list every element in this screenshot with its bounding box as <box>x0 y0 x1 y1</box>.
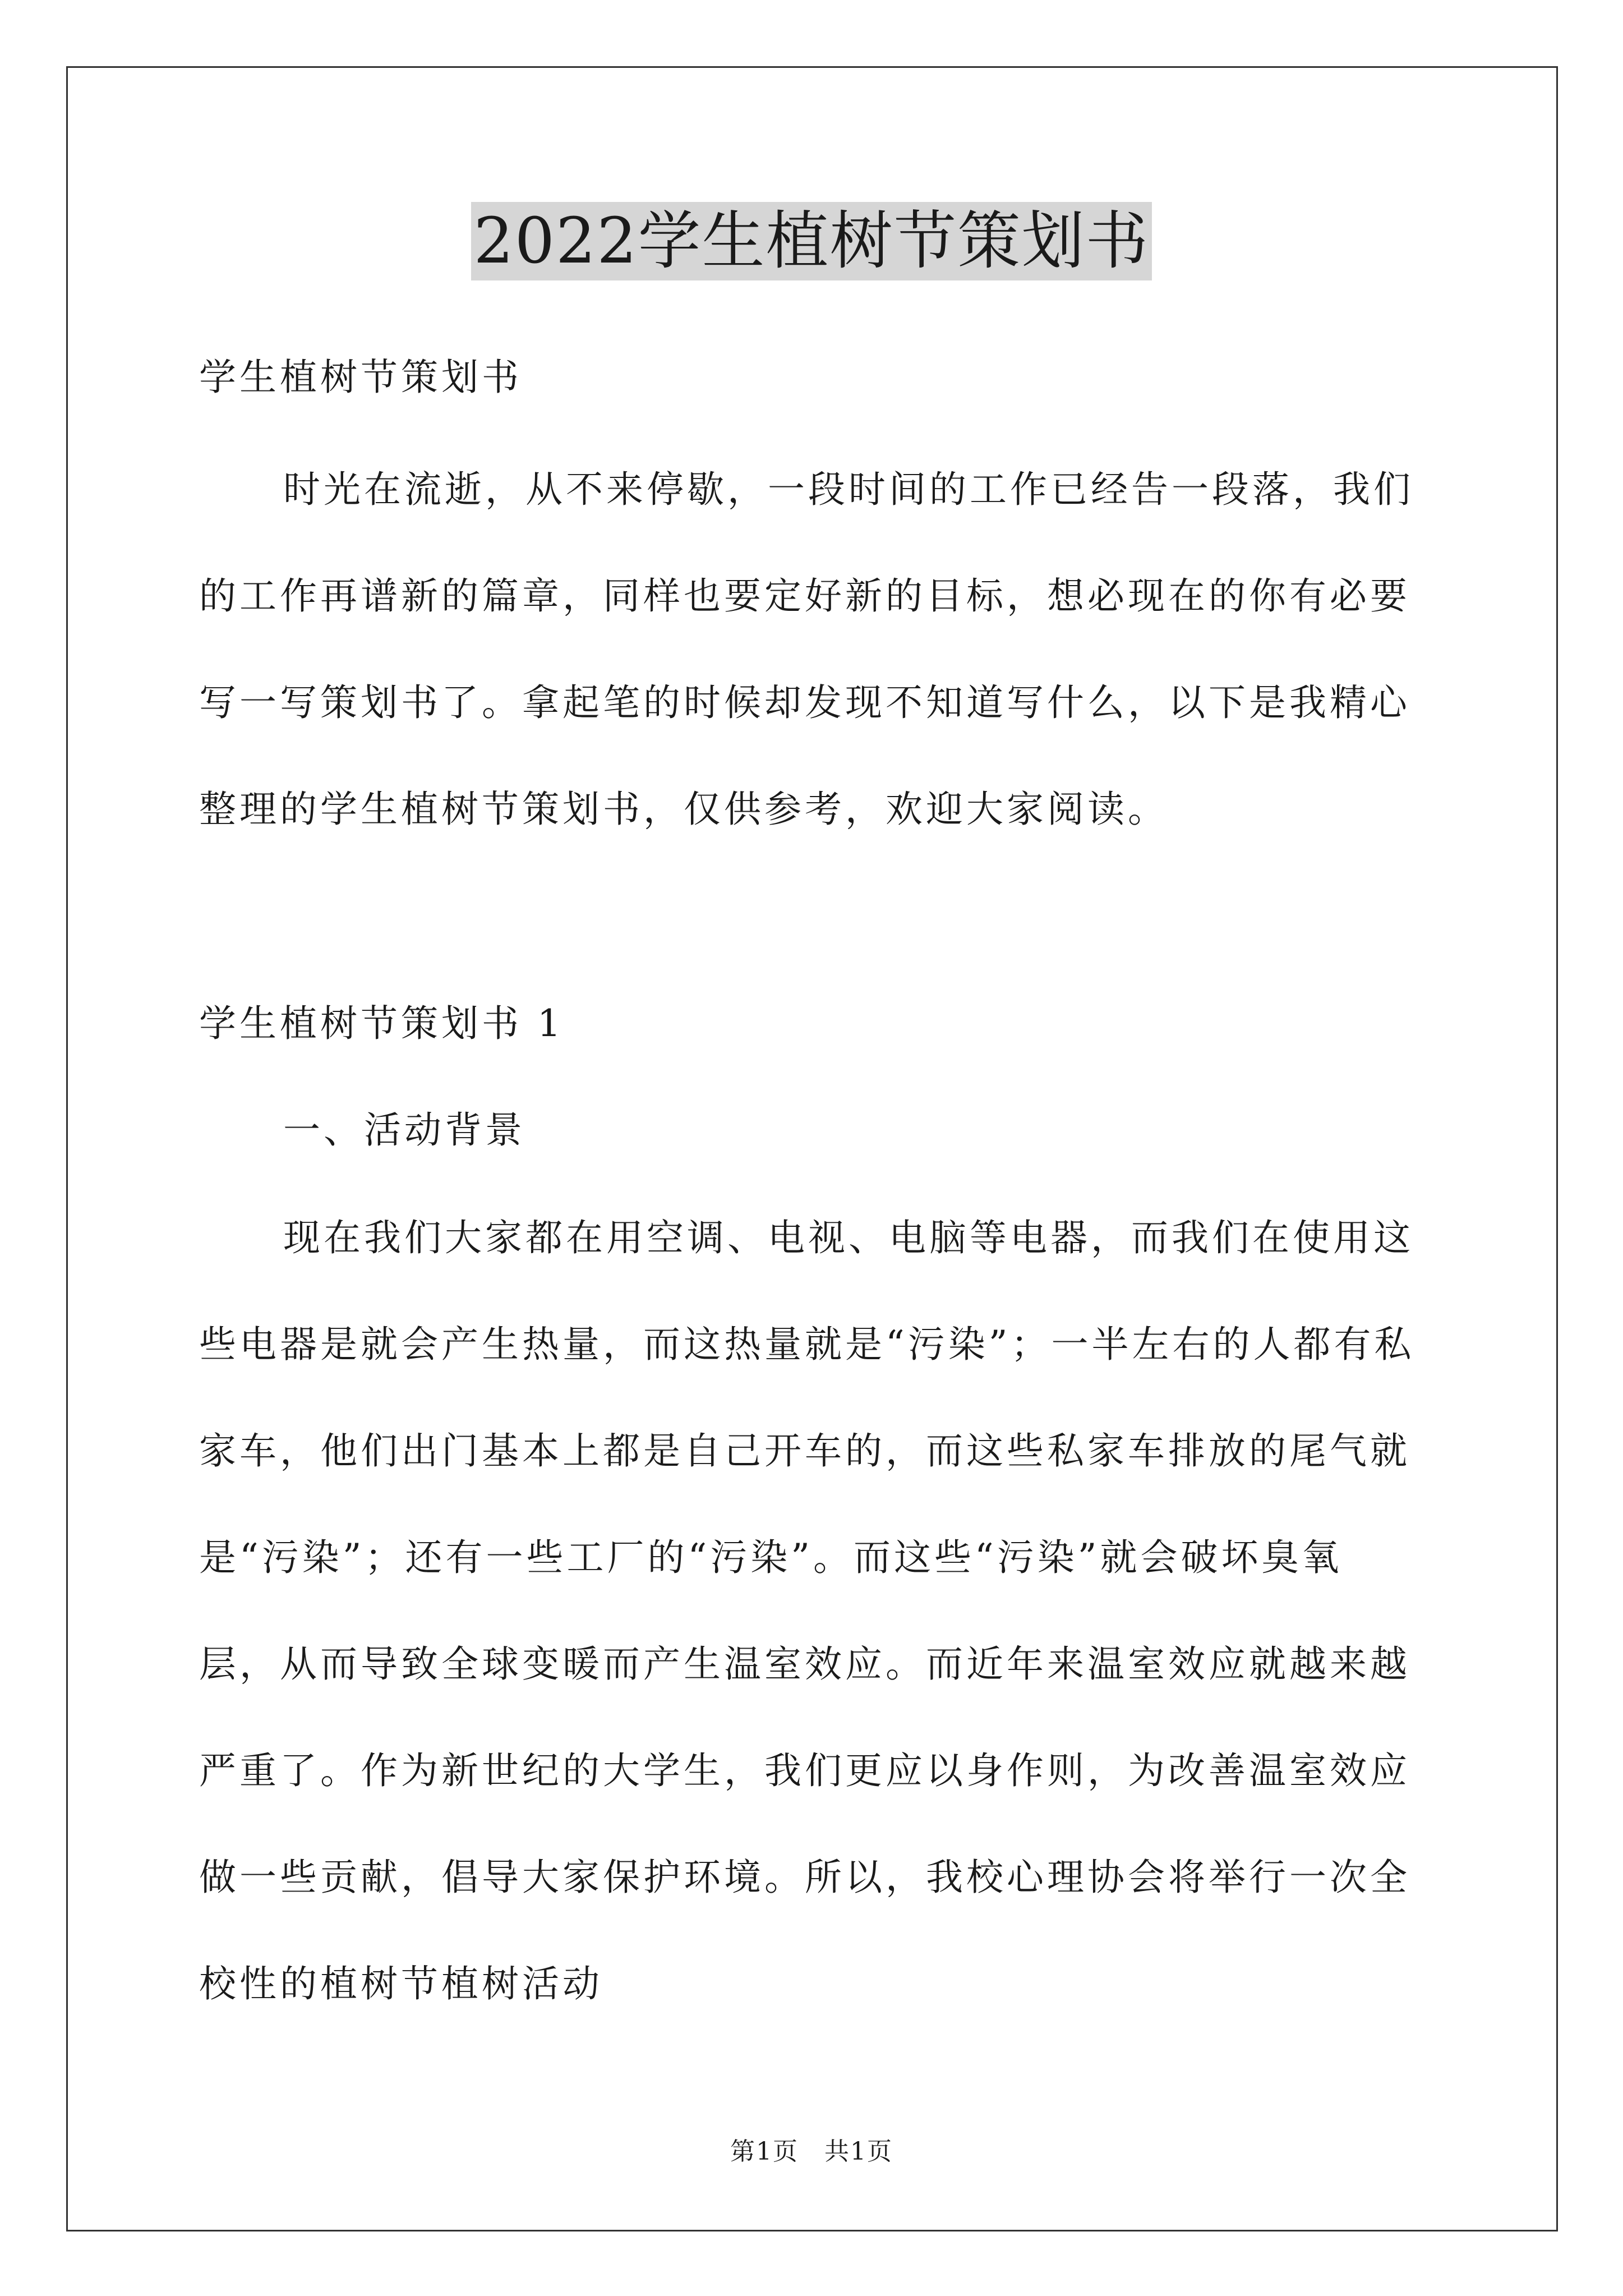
intro-paragraph <box>199 467 1433 894</box>
body-line: 是“污染”；还有一些工厂的“污染”。而这些“污染”就会破坏臭氧 <box>199 1536 1343 1579</box>
body-line: 现在我们大家都在用空调、电视、电脑等电器，而我们在使用这 <box>283 1216 1414 1259</box>
document-subtitle: 学生植树节策划书 <box>199 356 522 399</box>
intro-line: 整理的学生植树节策划书，仅供参考，欢迎大家阅读。 <box>199 788 1168 831</box>
body-line: 严重了。作为新世纪的大学生，我们更应以身作则，为改善温室效应 <box>199 1749 1410 1792</box>
intro-line: 的工作再谱新的篇章，同样也要定好新的目标，想必现在的你有必要 <box>199 574 1410 618</box>
body-paragraph <box>199 1216 1433 2068</box>
intro-line: 写一写策划书了。拿起笔的时候却发现不知道写什么，以下是我精心 <box>199 681 1410 724</box>
document-title: 2022学生植树节策划书 <box>471 202 1151 280</box>
page-footer: 第1页 共1页 <box>730 2137 893 2166</box>
intro-line: 时光在流逝，从不来停歇，一段时间的工作已经告一段落，我们 <box>283 468 1414 511</box>
body-line: 校性的植树节植树活动 <box>199 1962 603 2005</box>
body-line: 做一些贡献，倡导大家保护环境。所以，我校心理协会将举行一次全 <box>199 1856 1410 1899</box>
body-line: 层，从而导致全球变暖而产生温室效应。而近年来温室效应就越来越 <box>199 1642 1410 1686</box>
section-title: 学生植树节策划书 1 <box>199 1002 564 1045</box>
title-container <box>0 202 1623 280</box>
section-heading: 一、活动背景 <box>283 1108 525 1152</box>
body-line: 家车，他们出门基本上都是自己开车的，而这些私家车排放的尾气就 <box>199 1429 1410 1473</box>
body-line: 些电器是就会产生热量，而这热量就是“污染”；一半左右的人都有私 <box>199 1323 1415 1366</box>
